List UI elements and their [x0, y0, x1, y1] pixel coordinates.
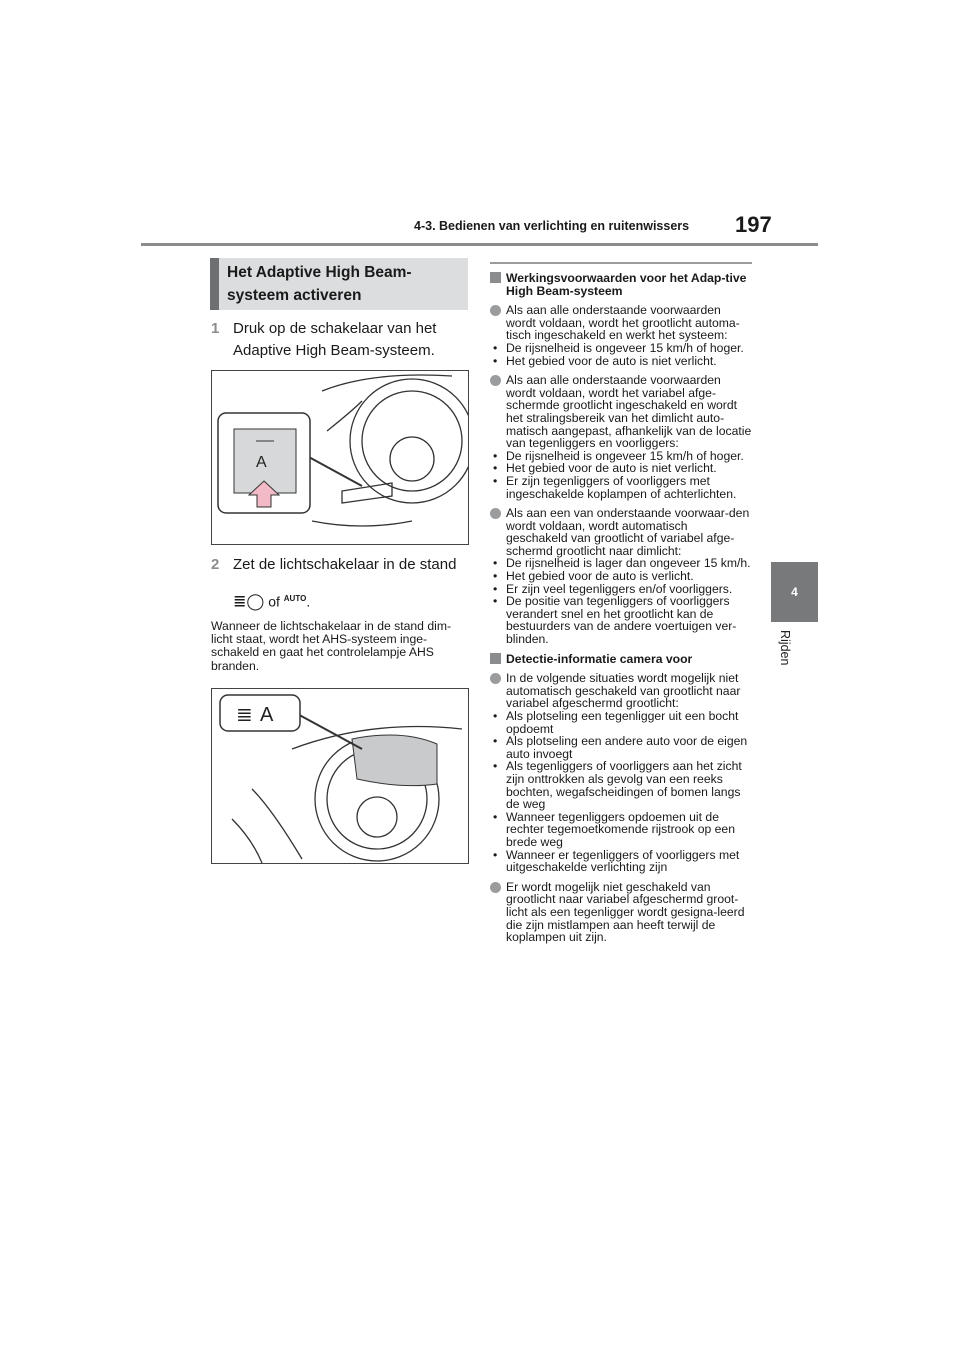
list-item: • De rijsnelheid is ongeveer 15 km/h of hoger.	[490, 342, 752, 355]
period: .	[306, 593, 311, 610]
column-divider	[490, 262, 752, 264]
page-number: 197	[735, 212, 772, 237]
list-item: • Wanneer er tegenliggers of voorliggers met uitgeschakelde verlichting zijn	[490, 849, 752, 874]
list-item: • Wanneer tegenliggers opdoemen uit de rechter tegemoetkomende rijstrook op een brede weg	[490, 811, 752, 849]
list-item: • Als tegenliggers of voorliggers aan het zicht zijn onttrokken als gevolg van een reeks bochten, wegafscheidingen of bomen langs de weg	[490, 760, 752, 810]
condition-block	[490, 374, 752, 500]
section-heading: Het Adaptive High Beam-systeem activeren	[210, 258, 468, 310]
bullet-text: In de volgende situaties wordt mogelijk niet automatisch geschakeld van grootlicht naar variabel afgeschermd grootlicht:	[490, 672, 752, 710]
header-divider	[141, 243, 818, 246]
bullet-text: Als aan alle onderstaande voorwaarden wordt voldaan, wordt het variabel afge-schermde grootlicht ingeschakeld en wordt het stralingsbereik van het dimlicht auto-matisch aangepast, afhankelijk van de locatie van tegenliggers en voorliggers:	[490, 374, 752, 450]
ahs-icon: A	[256, 454, 267, 471]
condition-block	[490, 672, 752, 874]
list-item: • De rijsnelheid is lager dan ongeveer 15 km/h.	[490, 557, 752, 570]
list-item: • Er zijn veel tegenliggers en/of voorliggers.	[490, 583, 752, 596]
step-text: Druk op de schakelaar van het Adaptive High Beam-systeem.	[233, 320, 437, 359]
switch-illustration	[211, 370, 469, 545]
ahs-indicator-icon: A	[260, 704, 274, 726]
condition-block	[490, 507, 752, 646]
svg-text:≣: ≣	[236, 704, 253, 726]
bullet-text: Als aan een van onderstaande voorwaar-den wordt voldaan, wordt automatisch geschakeld van grootlicht of variabel afge-schermd grootlicht naar dimlicht:	[490, 507, 752, 557]
condition-block	[490, 304, 752, 367]
section-title: 4-3. Bedienen van verlichting en ruitenwissers	[414, 219, 690, 233]
or-text: of	[268, 593, 280, 610]
bullet-text: Er wordt mogelijk niet geschakeld van grootlicht naar variabel afgeschermd groot-licht als een tegenligger wordt gesigna-leerd die zijn mistlampen aan heeft terwijl de koplampen uit zijn.	[490, 881, 752, 944]
list-item: • Het gebied voor de auto is verlicht.	[490, 570, 752, 583]
list-item: • De rijsnelheid is ongeveer 15 km/h of hoger.	[490, 450, 752, 463]
subheading: Werkingsvoorwaarden voor het Adap-tive High Beam-systeem	[490, 272, 752, 297]
step-number: 1	[211, 320, 220, 337]
right-column	[490, 262, 752, 944]
chapter-tab: 4	[771, 562, 818, 622]
dashboard-illustration	[211, 688, 469, 864]
step-number: 2	[211, 556, 220, 573]
auto-label: AUTO	[283, 594, 307, 603]
low-beam-icon: ≣◯	[233, 593, 265, 611]
list-item: • Als plotseling een andere auto voor de eigen auto invoegt	[490, 735, 752, 760]
step-1	[211, 318, 461, 362]
list-item: • Het gebied voor de auto is niet verlicht.	[490, 462, 752, 475]
list-item: • Als plotseling een tegenligger uit een bocht opdoemt	[490, 710, 752, 735]
step-text: Zet de lichtschakelaar in de stand	[233, 556, 457, 573]
step-2	[211, 554, 471, 614]
list-item: • Er zijn tegenliggers of voorliggers met ingeschakelde koplampen of achterlichten.	[490, 475, 752, 500]
ahs-paragraph: Wanneer de lichtschakelaar in de stand dim-licht staat, wordt het AHS-systeem inge-schakeld en gaat het controlelampje AHS branden.	[211, 619, 452, 673]
list-item: • Het gebied voor de auto is niet verlicht.	[490, 355, 752, 368]
list-item: • De positie van tegenliggers of voorliggers verandert snel en het grootlicht kan de bestuurders van de andere voertuigen ver-blinden.	[490, 595, 752, 645]
bullet-text: Als aan alle onderstaande voorwaarden wordt voldaan, wordt het grootlicht automa-tisch ingeschakeld en werkt het systeem:	[490, 304, 752, 342]
chapter-label: Rijden	[778, 630, 792, 666]
subheading: Detectie-informatie camera voor	[490, 653, 752, 666]
